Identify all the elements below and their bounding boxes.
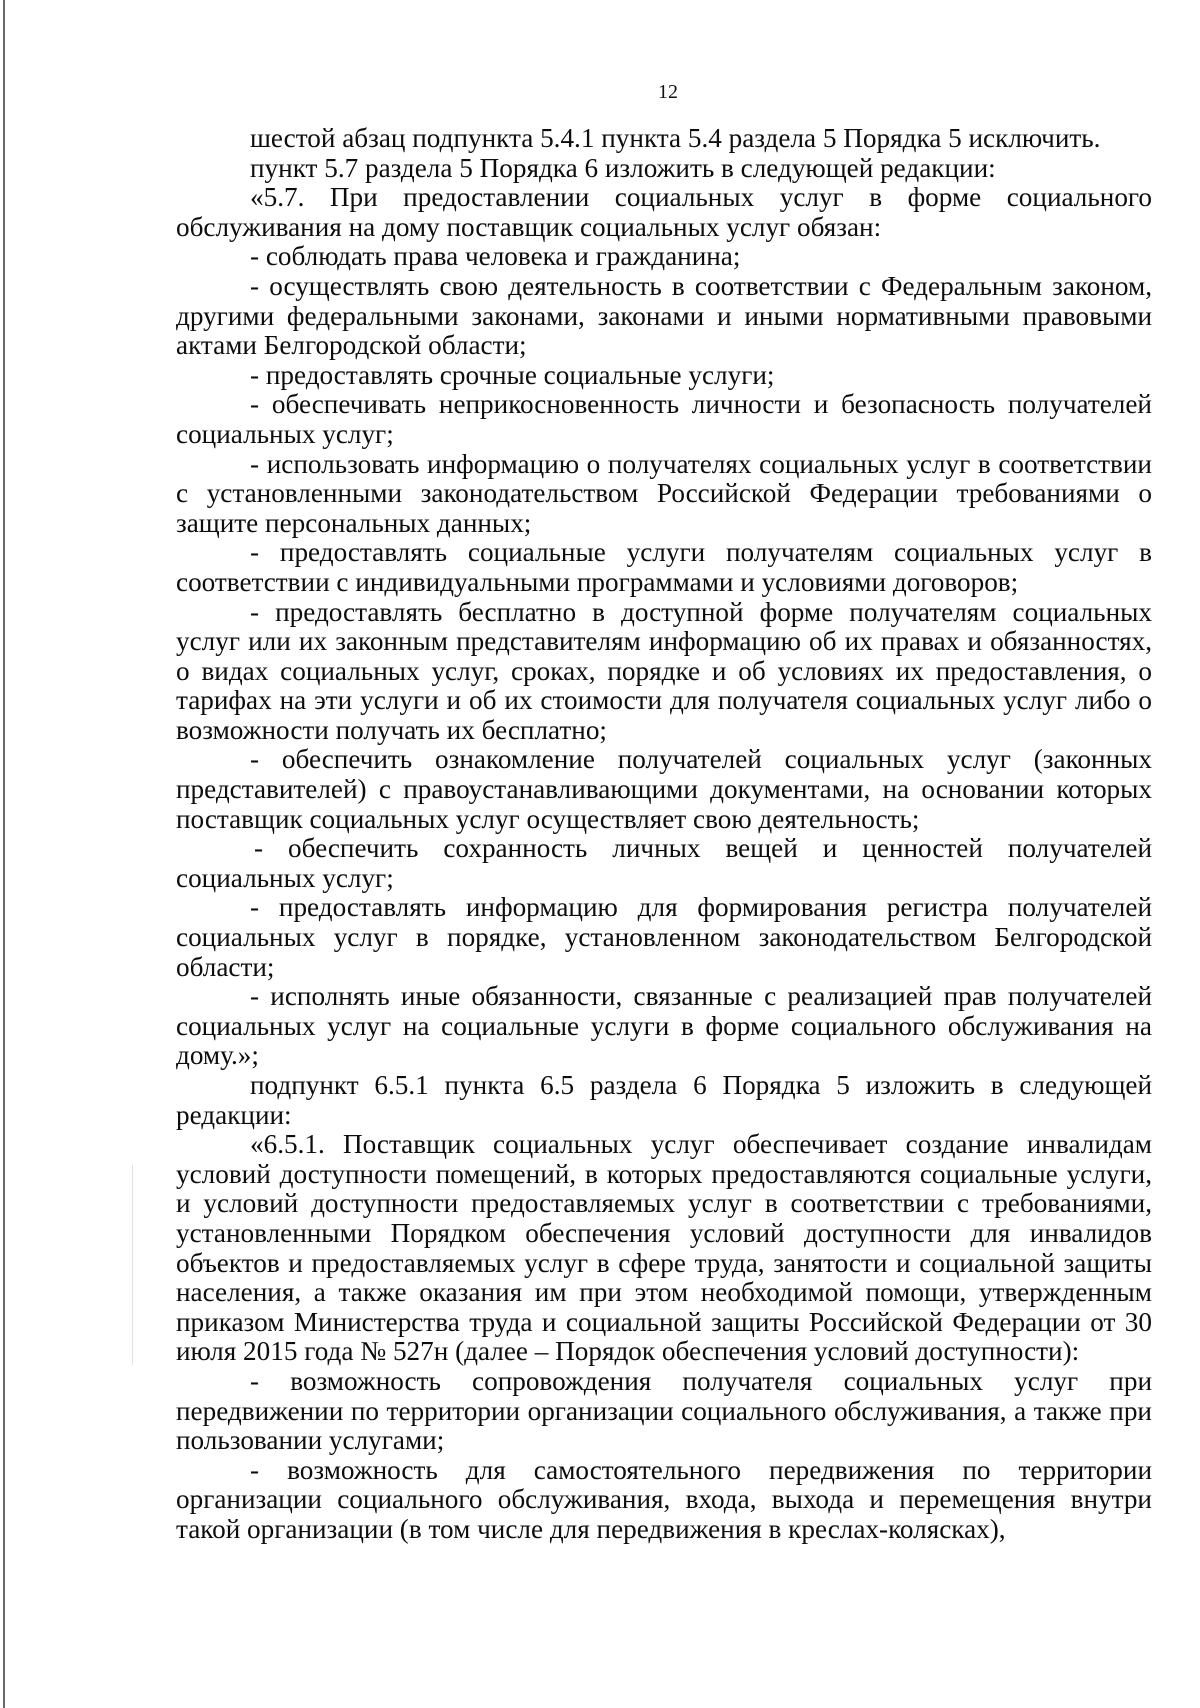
paragraph: - возможность сопровождения получателя социальных услуг при передвижении по территории организации социального обслуживания, а также при пользовании услугами; (176, 1365, 1152, 1456)
paragraph: - предоставлять информацию для формирования регистра получателей социальных услуг в порядке, установленном законодательством Белгородской области; (176, 892, 1152, 982)
document-body (176, 124, 1152, 1545)
paragraph: шестой абзац подпункта 5.4.1 пункта 5.4 раздела 5 Порядка 5 исключить. (250, 123, 1101, 153)
paragraph: - предоставлять бесплатно в доступной форме получателям социальных услуг или их законным представителям информацию об их правах и обязанностях, о видах социальных услуг, сроках, порядке и об условиях их предоставления, о тарифах на эти услуги и об их стоимости для получателя социальных услуг либо о возможности получать их бесплатно; (176, 596, 1152, 745)
paragraph: «6.5.1. Поставщик социальных услуг обеспечивает создание инвалидам условий доступности помещений, в которых предоставляются социальные услуги, и условий доступности предоставляемых услуг в соответствии с требованиями, установленными Порядком обеспечения условий доступности для инвалидов объектов и предоставляемых услуг в сфере труда, занятости и социальной защиты населения, а также оказания им при этом необходимой помощи, утвержденным приказом Министерства труда и социальной защиты Российской Федерации от 30 июля 2015 года № 527н (далее – Порядок обеспечения условий доступности): (176, 1129, 1152, 1367)
paragraph: - обеспечить сохранность личных вещей и ценностей получателей социальных услуг; (176, 833, 1152, 893)
scan-artifact (132, 1165, 133, 1365)
paragraph: пункт 5.7 раздела 5 Порядка 6 изложить в следующей редакции: (250, 152, 996, 183)
paragraph: - предоставлять срочные социальные услуги; (250, 359, 775, 390)
paragraph: - осуществлять свою деятельность в соответствии с Федеральным законом, другими федеральными законами, законами и иными нормативными правовыми актами Белгородской области; (176, 270, 1152, 361)
paragraph: подпункт 6.5.1 пункта 6.5 раздела 6 Порядка 5 изложить в следующей редакции: (176, 1070, 1152, 1130)
paragraph: - соблюдать права человека и гражданина; (250, 241, 741, 272)
paragraph: - обеспечивать неприкосновенность личности и безопасность получателей социальных услуг; (176, 389, 1152, 449)
scan-left-edge (3, 0, 5, 1708)
paragraph: - предоставлять социальные услуги получателям социальных услуг в соответствии с индивидуальными программами и условиями договоров; (176, 537, 1152, 597)
paragraph: - возможность для самостоятельного передвижения по территории организации социального обслуживания, входа, выхода и перемещения внутри такой организации (в том числе для передвижения в креслах-колясках), (176, 1454, 1152, 1544)
paragraph: - использовать информацию о получателях социальных услуг в соответствии с установленными законодательством Российской Федерации требованиями о защите персональных данных; (176, 448, 1152, 538)
paragraph: «5.7. При предоставлении социальных услуг в форме социального обслуживания на дому поставщик социальных услуг обязан: (176, 182, 1152, 242)
page-number: 12 (658, 81, 678, 103)
paragraph: - исполнять иные обязанности, связанные с реализацией прав получателей социальных услуг на социальные услуги в форме социального обслуживания на дому.»; (176, 981, 1152, 1071)
paragraph: - обеспечить ознакомление получателей социальных услуг (законных представителей) с правоустанавливающими документами, на основании которых поставщик социальных услуг осуществляет свою деятельность; (176, 744, 1152, 834)
